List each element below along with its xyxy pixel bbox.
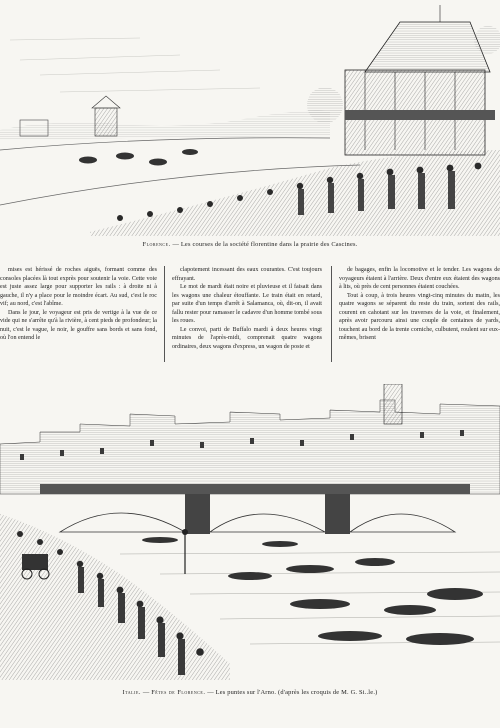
paragraph: de bagages, enfin la locomotive et le tender. Les wagons de voyageurs étaient à l'arrière. Deux d'entre eux étaient des wagons à lits, où près de cent personnes étaient couchées. bbox=[339, 267, 500, 290]
caption-title: Fêtes de Florence. bbox=[151, 689, 206, 696]
caption-place: Florence. bbox=[142, 241, 171, 248]
paragraph: Le convoi, parti de Buffalo mardi à deux heures vingt minutes de l'après-midi, comprenait quatre wagons ordinaires, deux wagons d'express, un wagon de poste et bbox=[172, 326, 322, 350]
paragraph: Le mot de mardi était noire et pluvieuse et il faisait dans les wagons une chaleur étouffante. Le train était en retard, par suite d'un temps d'arrêt à Salamanca, où, dit-on, il avait fallu rester pour ramasser le cadavre d'un homme tombé sous les roues. bbox=[172, 284, 322, 324]
column-divider bbox=[331, 266, 332, 362]
caption-horse-races bbox=[0, 241, 500, 248]
engraving-horse-races bbox=[0, 0, 500, 236]
article-column-1 bbox=[0, 266, 157, 364]
caption-dash: — bbox=[141, 689, 152, 696]
paragraph: Dans le jour, le voyageur est pris de vertige à la vue de ce vide qui ne s'arrête qu'à la rivière, à cent pieds de profondeur; la nuit, c'est le vague, le noir, le gouffre sans bords et sans fond, où l'on entend le bbox=[0, 309, 157, 341]
article-column-3 bbox=[339, 266, 500, 364]
paragraph: clapotement incessant des eaux courantes. C'est toujours effrayant. bbox=[172, 267, 322, 282]
caption-text: Les courses de la société florentine dans la prairie des Cascines. bbox=[180, 241, 358, 248]
caption-rest: — Les puntes sur l'Arno. (d'après les croquis de M. G. Si..le.) bbox=[205, 689, 378, 696]
caption-country: Italie. bbox=[122, 689, 142, 696]
arno-illustration bbox=[0, 384, 500, 680]
column-divider bbox=[164, 266, 165, 362]
engraving-arno-festival bbox=[0, 384, 500, 680]
paragraph: mises est hérissé de roches aiguës, formant comme des consoles placées là tout exprès pour soutenir la voie. Cette voie est juste assez large pour supporter les rails : à droite ni à gauche, il n'y a place pour le moindre écart. Au sud, c'est le roc vif; au nord, c'est l'abîme. bbox=[0, 267, 157, 307]
caption-arno-festival bbox=[0, 689, 500, 696]
caption-dash: — bbox=[170, 241, 181, 248]
races-illustration bbox=[0, 0, 500, 236]
article-column-2 bbox=[172, 266, 322, 364]
paragraph: Tout à coup, à trois heures vingt-cinq minutes du matin, les quatre wagons se séparent du reste du train, sortent des rails, courent en cahotant sur les traverses de la voie, et finalement, après avoir parcouru ainsi une couple de centaines de yards, touchent au bord de la trente corniche, culbutent, roulent sur eux-mêmes, brisent bbox=[339, 292, 500, 341]
